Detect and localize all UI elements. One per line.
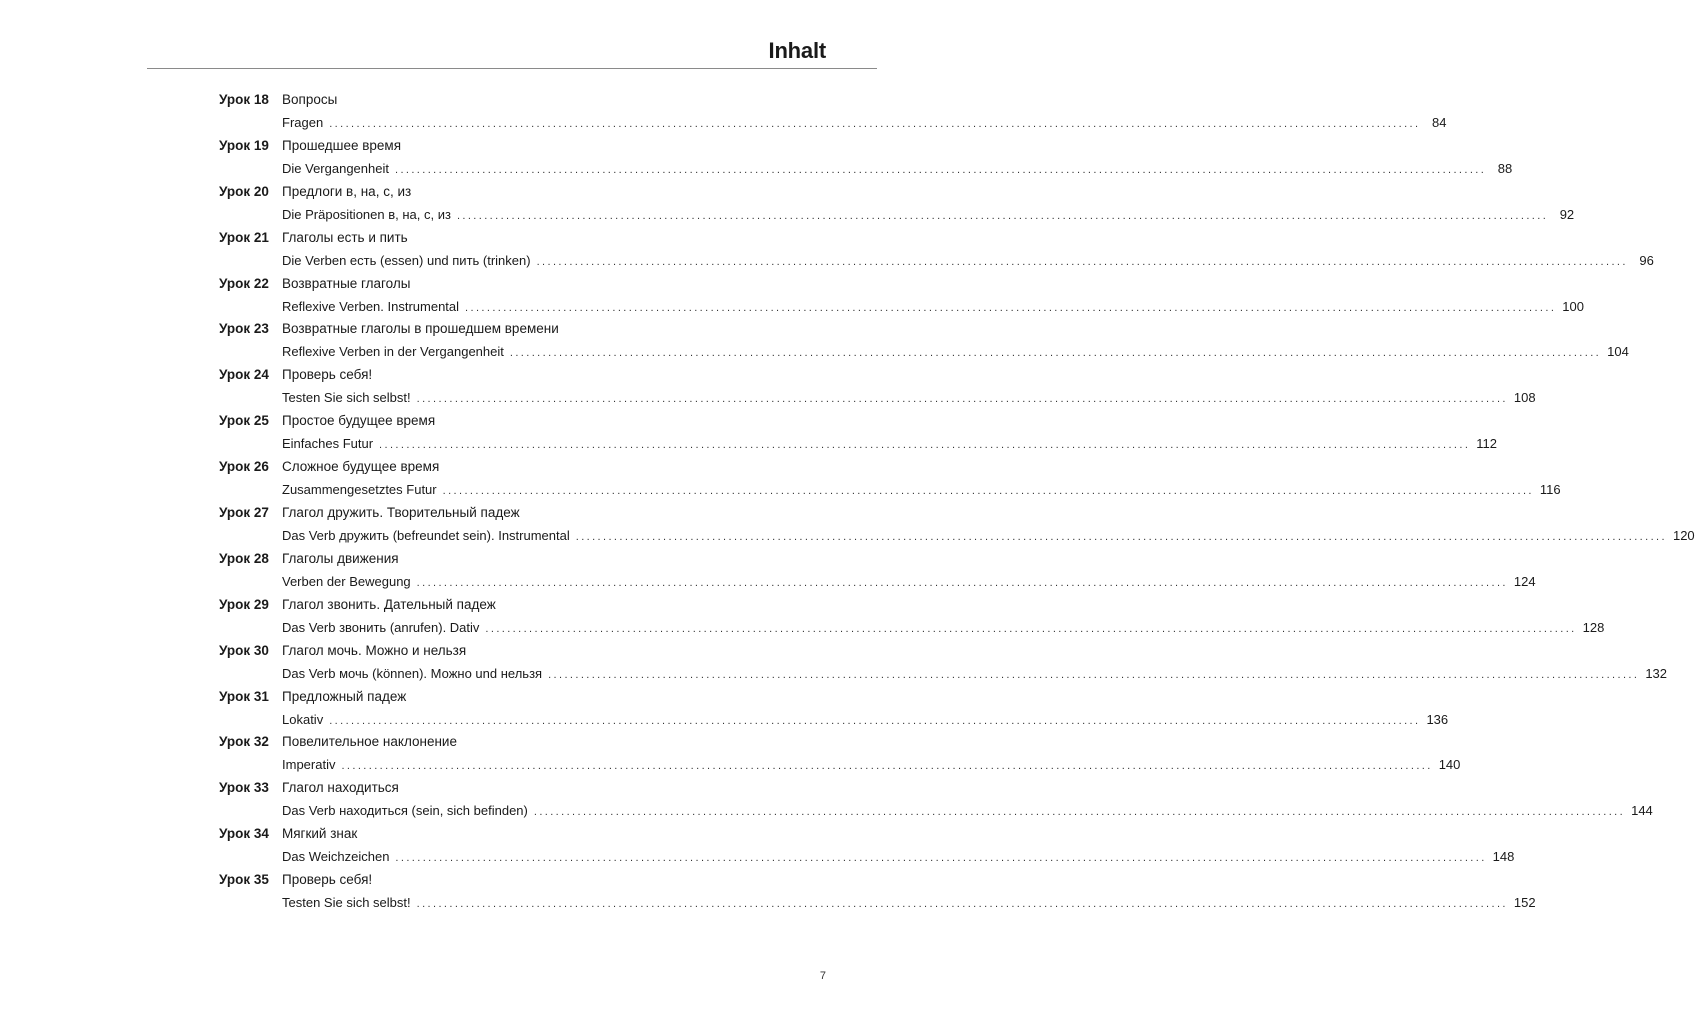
footer-page-number: 7	[819, 970, 826, 982]
dot-leader: ........................................................................................................................................................................................................	[394, 163, 1487, 176]
toc-entry	[0, 363, 1536, 409]
dot-leader: ........................................................................................................................................................................................................	[536, 255, 1628, 268]
dot-leader: ........................................................................................................................................................................................................	[456, 209, 1549, 222]
lesson-heading	[0, 317, 1024, 339]
lesson-heading	[0, 409, 1024, 431]
toc-entry	[0, 593, 1605, 639]
lesson-number: Урок 28	[219, 550, 269, 566]
page-reference: 104	[1607, 344, 1629, 360]
lesson-title-russian: Сложное будущее время	[282, 459, 440, 475]
toc-line	[282, 482, 1561, 500]
toc-entry	[0, 730, 1461, 776]
toc-line	[282, 573, 1536, 592]
toc-entry	[0, 409, 1498, 455]
toc-line	[282, 206, 1575, 225]
lesson-title-german: Verben der Bewegung	[282, 574, 417, 589]
toc-line	[282, 711, 1449, 730]
lesson-number: Урок 26	[219, 459, 269, 475]
toc-entry	[0, 685, 1449, 731]
toc-line	[282, 849, 1515, 867]
lesson-heading	[0, 547, 1024, 569]
page-reference: 96	[1639, 252, 1654, 268]
lesson-title-russian: Возвратные глаголы	[282, 275, 411, 291]
lesson-title-russian: Повелительное наклонение	[282, 734, 457, 750]
page-reference: 88	[1497, 160, 1513, 176]
dot-leader: ........................................................................................................................................................................................................	[533, 806, 1626, 819]
toc-line	[282, 803, 1653, 821]
lesson-title-russian: Глаголы есть и пить	[282, 229, 408, 245]
toc-line	[282, 528, 1695, 546]
lesson-heading	[0, 226, 1024, 248]
lesson-title-german: Einfaches Futur	[282, 436, 379, 451]
dot-leader: ........................................................................................................................................................................................................	[509, 347, 1602, 360]
toc-line	[282, 757, 1461, 775]
lesson-number: Урок 29	[219, 596, 269, 612]
toc-line	[282, 252, 1654, 271]
dot-leader: ........................................................................................................................................................................................................	[416, 898, 1508, 911]
toc-entry	[0, 455, 1561, 501]
toc-line	[282, 436, 1498, 454]
lesson-heading	[0, 776, 1024, 798]
lesson-heading	[0, 134, 1024, 156]
page-reference: 92	[1559, 206, 1575, 222]
dot-leader: ........................................................................................................................................................................................................	[329, 118, 1421, 130]
lesson-number: Урок 22	[219, 275, 269, 291]
lesson-number: Урок 23	[219, 321, 269, 337]
dot-leader: ........................................................................................................................................................................................................	[329, 714, 1421, 727]
page-reference: 100	[1562, 298, 1584, 314]
lesson-title-russian: Предложный падеж	[282, 688, 407, 704]
dot-leader: ........................................................................................................................................................................................................	[379, 439, 1471, 452]
lesson-title-german: Testen Sie sich selbst!	[282, 895, 417, 910]
lesson-heading	[0, 868, 1024, 890]
lesson-title-german: Das Verb дружить (befreundet sein). Instrumental	[282, 528, 576, 543]
dot-leader: ........................................................................................................................................................................................................	[416, 576, 1508, 589]
page-reference: 108	[1513, 390, 1536, 406]
lesson-title-german: Das Weichzeichen	[282, 849, 395, 864]
lesson-number: Урок 20	[219, 183, 269, 199]
lesson-number: Урок 27	[219, 505, 269, 521]
lesson-number: Урок 33	[219, 780, 269, 796]
page-reference: 124	[1513, 573, 1536, 589]
lesson-heading	[0, 685, 1024, 707]
lesson-number: Урок 18	[219, 92, 269, 107]
lesson-title-russian: Вопросы	[282, 92, 338, 107]
toc-entry	[0, 501, 1695, 547]
dot-leader: ........................................................................................................................................................................................................	[442, 485, 1534, 498]
toc-entry	[0, 822, 1515, 868]
toc-entry	[0, 547, 1536, 593]
page-reference: 112	[1476, 436, 1498, 452]
lesson-title-german: Die Verben есть (essen) und пить (trinken)	[282, 253, 537, 268]
page-reference: 148	[1492, 849, 1515, 865]
header-divider	[147, 68, 877, 69]
toc-entry	[0, 226, 1654, 272]
lesson-title-russian: Мягкий знак	[282, 826, 358, 842]
toc-line	[282, 298, 1584, 317]
lesson-title-russian: Глагол находиться	[282, 780, 399, 796]
lesson-heading	[0, 501, 1024, 523]
dot-leader: ........................................................................................................................................................................................................	[465, 301, 1557, 314]
lesson-number: Урок 31	[219, 688, 269, 704]
lesson-title-russian: Проверь себя!	[282, 872, 373, 888]
toc-entry	[0, 317, 1629, 363]
lesson-title-german: Die Präpositionen в, на, с, из	[282, 207, 457, 222]
lesson-heading	[0, 180, 1024, 202]
page-reference: 128	[1582, 619, 1605, 635]
page-title: Inhalt	[768, 38, 826, 63]
page-reference: 152	[1513, 895, 1536, 911]
toc-line	[282, 160, 1513, 179]
lesson-title-german: Die Vergangenheit	[282, 161, 395, 176]
lesson-title-german: Testen Sie sich selbst!	[282, 390, 417, 405]
lesson-title-russian: Проверь себя!	[282, 367, 373, 383]
toc-entry	[0, 639, 1668, 685]
lesson-number: Урок 21	[219, 229, 269, 245]
lesson-title-german: Reflexive Verben. Instrumental	[282, 299, 465, 314]
lesson-title-german: Das Verb находиться (sein, sich befinden)	[282, 803, 534, 818]
lesson-title-russian: Простое будущее время	[282, 413, 436, 429]
lesson-heading	[0, 363, 1024, 385]
lesson-title-german: Imperativ	[282, 757, 341, 772]
dot-leader: ........................................................................................................................................................................................................	[575, 531, 1667, 544]
lesson-number: Урок 30	[219, 642, 269, 658]
toc-line	[282, 619, 1605, 638]
toc-entry	[0, 272, 1584, 318]
lesson-number: Урок 19	[219, 137, 269, 153]
toc-line	[282, 665, 1668, 684]
page-reference: 136	[1426, 711, 1449, 727]
dot-leader: ........................................................................................................................................................................................................	[395, 852, 1487, 865]
lesson-heading	[0, 639, 1024, 661]
dot-leader: ........................................................................................................................................................................................................	[416, 393, 1508, 406]
lesson-heading	[0, 272, 1024, 294]
lesson-number: Урок 25	[219, 413, 269, 429]
lesson-title-russian: Глагол мочь. Можно и нельзя	[282, 642, 467, 658]
lesson-heading	[0, 88, 1024, 110]
lesson-heading	[0, 593, 1024, 615]
lesson-title-german: Zusammengesetztes Futur	[282, 482, 443, 497]
lesson-title-german: Das Verb звонить (anrufen). Dativ	[282, 620, 485, 635]
lesson-title-german: Lokativ	[282, 712, 329, 727]
toc-line	[282, 895, 1536, 913]
lesson-number: Урок 35	[219, 872, 269, 888]
page-reference: 144	[1631, 803, 1653, 819]
dot-leader: ........................................................................................................................................................................................................	[548, 668, 1640, 681]
toc-entry	[0, 134, 1513, 180]
lesson-title-russian: Глагол дружить. Творительный падеж	[282, 505, 520, 521]
lesson-number: Урок 24	[219, 367, 269, 383]
lesson-heading	[0, 822, 1024, 844]
toc-entry	[0, 88, 1447, 134]
toc-line	[282, 115, 1447, 133]
lesson-title-russian: Возвратные глаголы в прошедшем времени	[282, 321, 559, 337]
lesson-number: Урок 32	[219, 734, 269, 750]
lesson-title-russian: Глаголы движения	[282, 550, 399, 566]
dot-leader: ........................................................................................................................................................................................................	[485, 622, 1577, 635]
toc-entry	[0, 868, 1536, 914]
toc-line	[282, 344, 1629, 362]
table-of-contents	[0, 88, 1695, 914]
page-reference: 84	[1431, 115, 1447, 130]
lesson-heading	[0, 455, 1024, 477]
lesson-heading	[0, 730, 1024, 752]
lesson-title-russian: Глагол звонить. Дательный падеж	[282, 596, 496, 612]
toc-entry	[0, 776, 1653, 822]
lesson-number: Урок 34	[219, 826, 269, 842]
toc-entry	[0, 180, 1575, 226]
dot-leader: ........................................................................................................................................................................................................	[341, 760, 1433, 773]
lesson-title-german: Fragen	[282, 115, 329, 130]
lesson-title-german: Das Verb мочь (können). Можно und нельзя	[282, 666, 548, 681]
lesson-title-russian: Предлоги в, на, с, из	[282, 183, 412, 199]
toc-line	[282, 390, 1536, 408]
lesson-title-german: Reflexive Verben in der Vergangenheit	[282, 344, 510, 359]
page-reference: 140	[1438, 757, 1461, 773]
page-reference: 132	[1645, 665, 1668, 681]
lesson-title-russian: Прошедшее время	[282, 137, 402, 153]
page-reference: 120	[1672, 528, 1695, 544]
page-reference: 116	[1539, 482, 1561, 498]
